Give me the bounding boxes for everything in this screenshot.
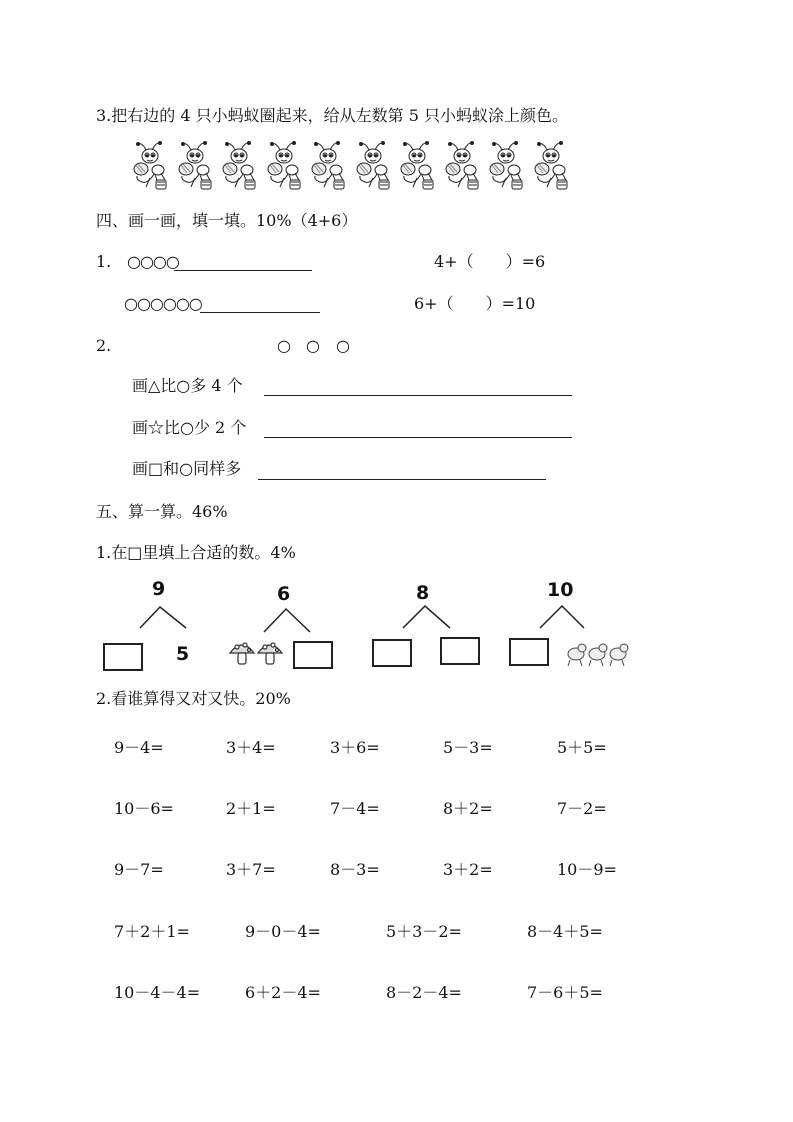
section4-heading: 四、画一画，填一填。10%（4+6） — [96, 211, 358, 230]
bond4-branches — [540, 606, 584, 628]
s4-row1-answer-line[interactable] — [174, 270, 312, 271]
mushroom-pair-icon — [228, 639, 288, 669]
equation: 8－4＋5= — [527, 922, 603, 941]
bond3-top-number: 8 — [416, 582, 430, 604]
s4-q2-circle: ○ — [277, 336, 291, 355]
ant-icon[interactable] — [173, 140, 217, 192]
bond4-left-box[interactable] — [509, 638, 549, 666]
ant-icon[interactable] — [262, 140, 306, 192]
ant-icon[interactable] — [395, 140, 439, 192]
small-animals-icon — [566, 640, 632, 668]
s4-q2-circle: ○ — [336, 336, 350, 355]
bond2-top-number: 6 — [277, 583, 291, 605]
ant-icon[interactable] — [529, 140, 573, 192]
s4-row2-circles: ○○○○○○ — [124, 294, 202, 313]
ant-icon[interactable] — [440, 140, 484, 192]
equation: 7＋2＋1= — [114, 922, 190, 941]
draw-square-prompt: 画□和○同样多 — [132, 459, 242, 478]
q3-text: 3.把右边的 4 只小蚂蚁圈起来，给从左数第 5 只小蚂蚁涂上颜色。 — [96, 106, 568, 125]
equation: 10－9= — [557, 860, 617, 879]
s4-q1-number: 1. — [96, 252, 112, 271]
ant-icon[interactable] — [128, 140, 172, 192]
equation: 2＋1= — [226, 799, 276, 818]
equation: 10－4－4= — [114, 983, 201, 1002]
draw-triangle-prompt: 画△比○多 4 个 — [132, 376, 243, 395]
equation: 5＋5= — [557, 738, 607, 757]
equation: 7－6＋5= — [527, 983, 603, 1002]
equation: 6＋2－4= — [245, 983, 321, 1002]
bond3-branches — [403, 606, 450, 628]
bond1-branches — [140, 607, 186, 628]
equation: 3＋4= — [226, 738, 276, 757]
draw-star-line[interactable] — [264, 437, 572, 438]
s5-q2-title: 2.看谁算得又对又快。20% — [96, 689, 291, 708]
bond1-top-number: 9 — [152, 578, 166, 600]
equation: 5＋3－2= — [386, 922, 462, 941]
section5-heading: 五、算一算。46% — [96, 502, 228, 521]
bond4-top-number: 10 — [547, 579, 574, 601]
ant-icon[interactable] — [484, 140, 528, 192]
draw-square-line[interactable] — [258, 479, 546, 480]
bond1-left-box[interactable] — [103, 643, 143, 671]
equation: 3＋7= — [226, 860, 276, 879]
ant-icon[interactable] — [351, 140, 395, 192]
equation: 9－4= — [114, 738, 164, 757]
equation: 7－2= — [557, 799, 607, 818]
s4-row1-circles: ○○○○ — [127, 252, 179, 271]
s4-q2-number: 2. — [96, 336, 112, 355]
bond3-right-box[interactable] — [440, 637, 480, 665]
equation: 5－3= — [443, 738, 493, 757]
equation: 8－2－4= — [386, 983, 462, 1002]
bond2-right-box[interactable] — [293, 641, 333, 669]
equation: 8＋2= — [443, 799, 493, 818]
equation: 10－6= — [114, 799, 174, 818]
equation: 9－7= — [114, 860, 164, 879]
s4-row2-answer-line[interactable] — [200, 312, 320, 313]
equation: 3＋6= — [330, 738, 380, 757]
ant-icon[interactable] — [217, 140, 261, 192]
draw-triangle-line[interactable] — [264, 395, 572, 396]
s5-q1-title: 1.在□里填上合适的数。4% — [96, 543, 296, 562]
bond1-right-number: 5 — [176, 643, 190, 665]
bond3-left-box[interactable] — [372, 639, 412, 667]
s4-q2-circle: ○ — [306, 336, 320, 355]
draw-star-prompt: 画☆比○少 2 个 — [132, 418, 247, 437]
s4-row2-equation: 6+（ ）=10 — [414, 294, 536, 313]
equation: 9－0－4= — [245, 922, 321, 941]
equation: 7－4= — [330, 799, 380, 818]
s4-row1-equation: 4+（ ）=6 — [434, 252, 546, 271]
equation: 3＋2= — [443, 860, 493, 879]
ant-icon[interactable] — [306, 140, 350, 192]
bond2-branches — [264, 609, 310, 632]
equation: 8－3= — [330, 860, 380, 879]
